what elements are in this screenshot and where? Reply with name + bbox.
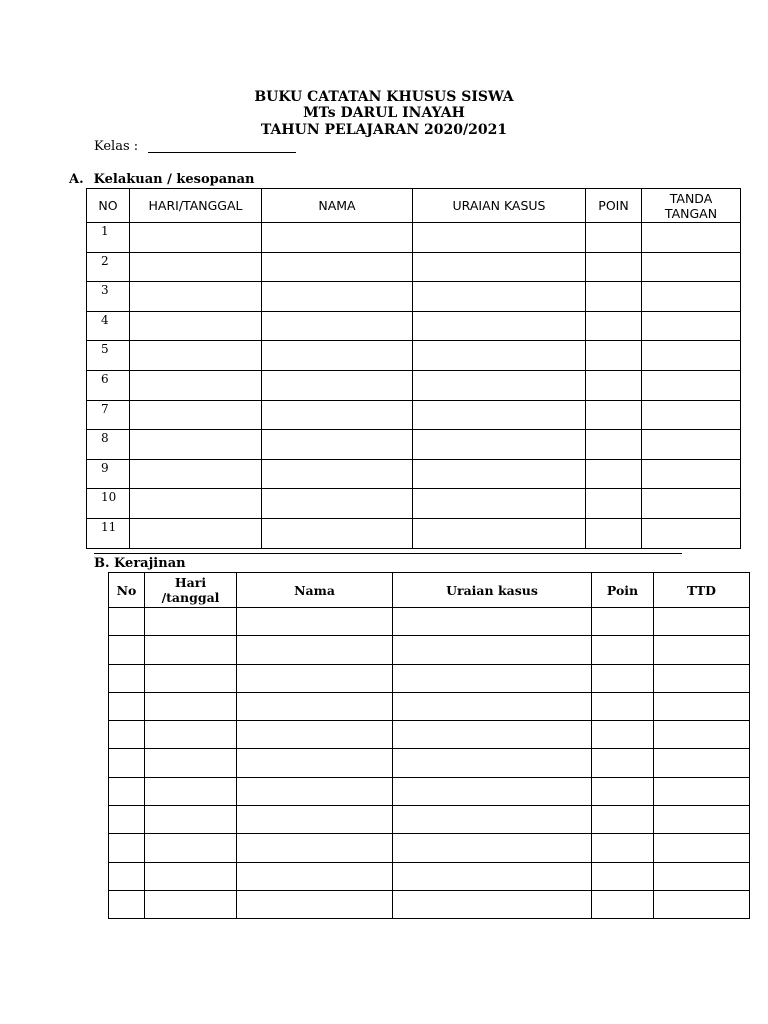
table-cell (654, 608, 750, 636)
table-cell (586, 400, 642, 430)
table-cell (642, 518, 741, 548)
section-b-heading: B. Kerajinan (94, 556, 186, 571)
table-cell (262, 459, 413, 489)
table-cell (642, 370, 741, 400)
table-cell (145, 862, 237, 890)
section-a-letter: A. (69, 172, 84, 187)
table-header-row (109, 573, 750, 608)
table-cell (130, 400, 262, 430)
table-row (109, 692, 750, 720)
table-cell (130, 223, 262, 253)
table-cell (237, 749, 393, 777)
table-cell (586, 459, 642, 489)
table-row (87, 370, 741, 400)
table-cell (237, 721, 393, 749)
table-cell (145, 890, 237, 918)
kelas-label: Kelas : (94, 139, 139, 154)
table-cell (592, 749, 654, 777)
table-cell (262, 252, 413, 282)
table-cell (592, 664, 654, 692)
document-title-line2: MTs DARUL INAYAH (303, 105, 465, 121)
table-cell (586, 430, 642, 460)
table-kerajinan (108, 572, 750, 919)
table-cell (654, 664, 750, 692)
table-cell (413, 252, 586, 282)
row-number: 10 (87, 489, 130, 519)
table-cell (130, 459, 262, 489)
table-cell (393, 636, 592, 664)
table-cell (592, 862, 654, 890)
table-cell (130, 282, 262, 312)
table-cell (130, 430, 262, 460)
table-cell (109, 890, 145, 918)
table-row (109, 636, 750, 664)
table-cell (393, 890, 592, 918)
table-cell (413, 400, 586, 430)
table-cell (109, 777, 145, 805)
table-cell (586, 311, 642, 341)
row-number: 11 (87, 518, 130, 548)
table-row (109, 608, 750, 636)
table-cell (262, 400, 413, 430)
table-cell (109, 721, 145, 749)
table-cell (262, 223, 413, 253)
table-cell (592, 636, 654, 664)
table-cell (654, 692, 750, 720)
table-row (109, 664, 750, 692)
table-cell (413, 370, 586, 400)
table-cell (642, 341, 741, 371)
table-cell (586, 489, 642, 519)
column-header-nama: NAMA (262, 189, 413, 223)
column-header-hari-tanggal: Hari /tanggal (145, 573, 237, 608)
table-cell (654, 777, 750, 805)
table-cell (413, 430, 586, 460)
table-cell (592, 692, 654, 720)
table-cell (237, 806, 393, 834)
column-header-uraian-kasus: URAIAN KASUS (413, 189, 586, 223)
row-number: 6 (87, 370, 130, 400)
table-cell (393, 834, 592, 862)
section-a-heading (69, 172, 255, 187)
table-cell (592, 721, 654, 749)
table-cell (642, 311, 741, 341)
table-cell (237, 608, 393, 636)
table-cell (130, 370, 262, 400)
table-cell (586, 518, 642, 548)
table-cell (642, 489, 741, 519)
document-title-line1: BUKU CATATAN KHUSUS SISWA (254, 89, 514, 105)
table-row (109, 834, 750, 862)
column-header-hari-tanggal: HARI/TANGGAL (130, 189, 262, 223)
column-header-poin: POIN (586, 189, 642, 223)
table-cell (237, 692, 393, 720)
table-cell (413, 459, 586, 489)
table-cell (145, 608, 237, 636)
table-cell (654, 749, 750, 777)
table-row (87, 459, 741, 489)
table-cell (130, 489, 262, 519)
table-cell (413, 282, 586, 312)
table-cell (130, 518, 262, 548)
table-cell (413, 311, 586, 341)
table-cell (145, 692, 237, 720)
table-cell (262, 518, 413, 548)
table-cell (262, 430, 413, 460)
row-number: 1 (87, 223, 130, 253)
table-cell (109, 636, 145, 664)
table-cell (642, 459, 741, 489)
table-cell (393, 806, 592, 834)
row-number: 4 (87, 311, 130, 341)
table-cell (237, 636, 393, 664)
row-number: 9 (87, 459, 130, 489)
table-cell (262, 489, 413, 519)
table-cell (413, 518, 586, 548)
table-cell (642, 430, 741, 460)
table-cell (393, 777, 592, 805)
table-row (109, 862, 750, 890)
kelas-blank-line (148, 152, 296, 153)
row-number: 7 (87, 400, 130, 430)
table-row (109, 749, 750, 777)
table-cell (592, 806, 654, 834)
column-header-nama: Nama (237, 573, 393, 608)
table-cell (393, 721, 592, 749)
table-cell (262, 341, 413, 371)
table-cell (145, 806, 237, 834)
table-cell (654, 806, 750, 834)
section-divider (94, 553, 682, 554)
table-cell (654, 890, 750, 918)
table-cell (642, 400, 741, 430)
table-cell (130, 311, 262, 341)
table-cell (654, 862, 750, 890)
table-cell (393, 862, 592, 890)
table-row (87, 252, 741, 282)
section-a-title: Kelakuan / kesopanan (93, 172, 255, 187)
table-cell (109, 749, 145, 777)
table-cell (586, 252, 642, 282)
table-cell (262, 370, 413, 400)
table-row (109, 890, 750, 918)
table-cell (586, 370, 642, 400)
row-number: 5 (87, 341, 130, 371)
table-cell (592, 777, 654, 805)
row-number: 8 (87, 430, 130, 460)
table-cell (413, 341, 586, 371)
column-header-uraian-kasus: Uraian kasus (393, 573, 592, 608)
table-cell (237, 890, 393, 918)
column-header-tanda-tangan: TANDA TANGAN (642, 189, 741, 223)
table-cell (109, 862, 145, 890)
table-cell (393, 692, 592, 720)
table-cell (237, 664, 393, 692)
table-cell (145, 777, 237, 805)
table-cell (145, 834, 237, 862)
table-cell (586, 223, 642, 253)
table-row (87, 341, 741, 371)
column-header-poin: Poin (592, 573, 654, 608)
table-row (109, 777, 750, 805)
table-cell (145, 636, 237, 664)
table-cell (586, 341, 642, 371)
table-row (109, 721, 750, 749)
column-header-no: NO (87, 189, 130, 223)
table-cell (654, 834, 750, 862)
table-cell (413, 489, 586, 519)
table-row (87, 282, 741, 312)
table-cell (642, 252, 741, 282)
table-cell (393, 664, 592, 692)
table-header-row (87, 189, 741, 223)
table-cell (592, 608, 654, 636)
table-cell (262, 282, 413, 312)
table-cell (109, 664, 145, 692)
table-kelakuan (86, 188, 741, 549)
row-number: 2 (87, 252, 130, 282)
table-cell (237, 862, 393, 890)
table-cell (130, 252, 262, 282)
table-cell (237, 834, 393, 862)
table-row (87, 489, 741, 519)
table-cell (393, 749, 592, 777)
table-row (87, 430, 741, 460)
table-cell (145, 721, 237, 749)
table-cell (130, 341, 262, 371)
table-cell (109, 806, 145, 834)
table-row (87, 518, 741, 548)
table-cell (109, 692, 145, 720)
table-cell (109, 834, 145, 862)
table-cell (642, 223, 741, 253)
table-cell (413, 223, 586, 253)
table-cell (145, 749, 237, 777)
column-header-ttd: TTD (654, 573, 750, 608)
table-row (87, 223, 741, 253)
table-cell (145, 664, 237, 692)
table-cell (642, 282, 741, 312)
table-row (109, 806, 750, 834)
table-cell (592, 834, 654, 862)
table-cell (654, 721, 750, 749)
row-number: 3 (87, 282, 130, 312)
table-row (87, 400, 741, 430)
table-cell (109, 608, 145, 636)
table-cell (592, 890, 654, 918)
table-row (87, 311, 741, 341)
table-cell (586, 282, 642, 312)
table-cell (262, 311, 413, 341)
table-cell (654, 636, 750, 664)
table-cell (393, 608, 592, 636)
document-title-line3: TAHUN PELAJARAN 2020/2021 (260, 122, 508, 138)
table-cell (237, 777, 393, 805)
column-header-no: No (109, 573, 145, 608)
